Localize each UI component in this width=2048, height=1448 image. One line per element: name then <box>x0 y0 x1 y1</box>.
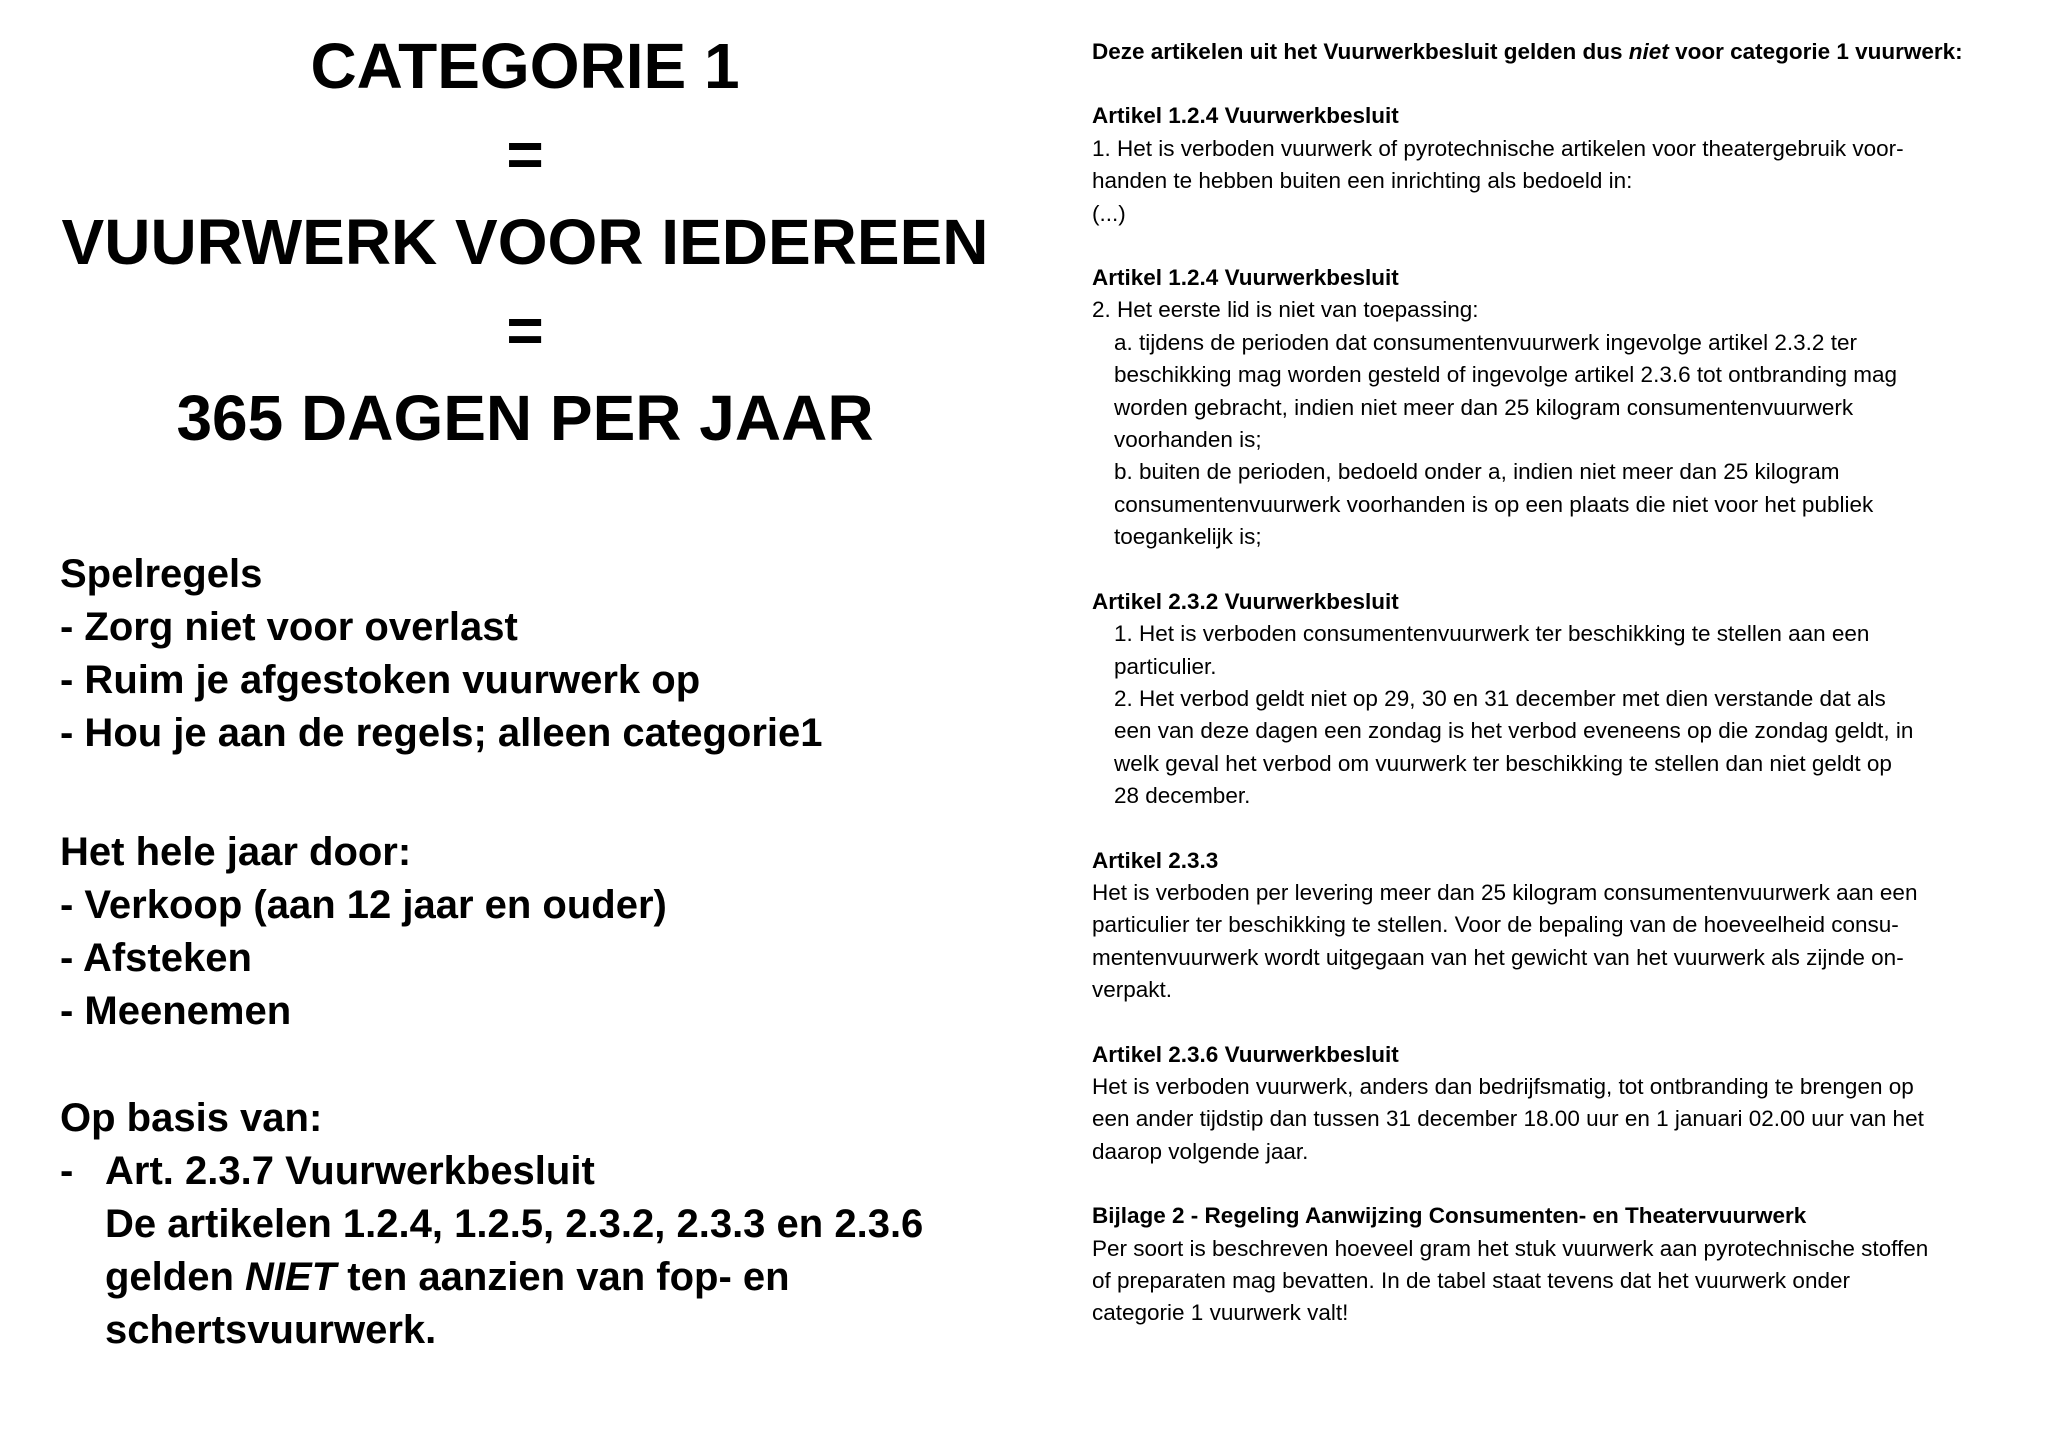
article-section <box>1092 1039 2012 1169</box>
article-title: Artikel 1.2.4 Vuurwerkbesluit <box>1092 265 1399 291</box>
article-line: 28 december. <box>1114 783 1251 809</box>
article-section <box>1092 100 2012 230</box>
basis-text: gelden <box>105 1255 246 1299</box>
article-line: consumentenvuurwerk voorhanden is op een plaats die niet voor het publiek <box>1114 491 1874 517</box>
intro-emphasis: niet <box>1628 39 1669 64</box>
headline-line: = <box>506 294 544 366</box>
basis-emphasis: NIET <box>245 1255 337 1299</box>
article-title: Artikel 1.2.4 Vuurwerkbesluit <box>1092 103 1399 129</box>
spelregels-title: Spelregels <box>60 552 263 596</box>
intro-text: voor categorie 1 vuurwerk: <box>1668 39 1963 64</box>
intro-line <box>1092 36 2012 68</box>
article-line: 2. Het eerste lid is niet van toepassing: <box>1092 297 1479 323</box>
page-headline <box>60 22 990 462</box>
article-line: mentenvuurwerk wordt uitgegaan van het gewicht van het vuurwerk als zijnde on- <box>1092 944 1904 970</box>
jaar-title: Het hele jaar door: <box>60 830 412 874</box>
article-line: b. buiten de perioden, bedoeld onder a, indien niet meer dan 25 kilogram <box>1114 459 1840 485</box>
article-section <box>1092 586 2012 813</box>
article-title: Artikel 2.3.3 <box>1092 847 1219 873</box>
article-line: daarop volgende jaar. <box>1092 1138 1309 1164</box>
article-line: categorie 1 vuurwerk valt! <box>1092 1300 1349 1326</box>
list-item: - Afsteken <box>60 936 252 980</box>
article-line: beschikking mag worden gesteld of ingevolge artikel 2.3.6 tot ontbranding mag <box>1114 362 1897 388</box>
article-title: Bijlage 2 - Regeling Aanwijzing Consumenten- en Theatervuurwerk <box>1092 1203 1807 1229</box>
article-line: particulier ter beschikking te stellen. Voor de bepaling van de hoeveelheid consu- <box>1092 912 1899 938</box>
basis-line: Art. 2.3.7 Vuurwerkbesluit <box>105 1149 595 1193</box>
article-line: toegankelijk is; <box>1114 524 1262 550</box>
spelregels-block <box>60 548 823 760</box>
article-line: a. tijdens de perioden dat consumentenvuurwerk ingevolge artikel 2.3.2 ter <box>1114 329 1857 355</box>
headline-line: VUURWERK VOOR IEDEREEN <box>61 206 989 278</box>
basis-line <box>105 1251 923 1304</box>
article-line: (...) <box>1092 200 1126 226</box>
basis-block <box>60 1092 923 1357</box>
article-line: een van deze dagen een zondag is het verbod eveneens op die zondag geldt, in <box>1114 718 1914 744</box>
article-line: 1. Het is verboden vuurwerk of pyrotechnische artikelen voor theatergebruik voor- <box>1092 135 1904 161</box>
article-section <box>1092 1200 2012 1330</box>
article-line: worden gebracht, indien niet meer dan 25 kilogram consumentenvuurwerk <box>1114 394 1854 420</box>
list-item: - Verkoop (aan 12 jaar en ouder) <box>60 883 667 927</box>
article-section <box>1092 262 2012 554</box>
article-title: Artikel 2.3.6 Vuurwerkbesluit <box>1092 1041 1399 1067</box>
intro-text: Deze artikelen uit het Vuurwerkbesluit gelden dus <box>1092 39 1629 64</box>
article-line: Het is verboden per levering meer dan 25 kilogram consumentenvuurwerk aan een <box>1092 879 1918 905</box>
article-title: Artikel 2.3.2 Vuurwerkbesluit <box>1092 588 1399 614</box>
list-item: - Meenemen <box>60 989 292 1033</box>
article-line: handen te hebben buiten een inrichting als bedoeld in: <box>1092 168 1633 194</box>
headline-line: CATEGORIE 1 <box>310 30 740 102</box>
dash: - <box>60 1149 74 1193</box>
list-item: - Hou je aan de regels; alleen categorie1 <box>60 711 823 755</box>
article-line: verpakt. <box>1092 977 1173 1003</box>
article-section <box>1092 845 2012 1007</box>
headline-line: 365 DAGEN PER JAAR <box>176 382 874 454</box>
basis-item <box>60 1145 923 1357</box>
article-line: voorhanden is; <box>1114 427 1262 453</box>
article-line: 1. Het is verboden consumentenvuurwerk ter beschikking te stellen aan een <box>1114 621 1870 647</box>
list-item: - Zorg niet voor overlast <box>60 605 518 649</box>
article-line: 2. Het verbod geldt niet op 29, 30 en 31 december met dien verstande dat als <box>1114 685 1886 711</box>
article-line: of preparaten mag bevatten. In de tabel staat tevens dat het vuurwerk onder <box>1092 1268 1850 1293</box>
basis-text: ten aanzien van fop- en <box>336 1255 790 1299</box>
jaar-block <box>60 826 667 1038</box>
article-line: een ander tijdstip dan tussen 31 december 18.00 uur en 1 januari 02.00 uur van het <box>1092 1106 1924 1132</box>
headline-line: = <box>506 118 544 190</box>
article-line: welk geval het verbod om vuurwerk ter beschikking te stellen dan niet geldt op <box>1114 750 1892 776</box>
basis-title: Op basis van: <box>60 1096 323 1140</box>
left-column <box>60 0 990 462</box>
article-line: Het is verboden vuurwerk, anders dan bedrijfsmatig, tot ontbranding te brengen op <box>1092 1073 1914 1099</box>
article-line: particulier. <box>1114 653 1217 679</box>
basis-line: schertsvuurwerk. <box>105 1308 437 1352</box>
list-item: - Ruim je afgestoken vuurwerk op <box>60 658 701 702</box>
basis-line: De artikelen 1.2.4, 1.2.5, 2.3.2, 2.3.3 en 2.3.6 <box>105 1202 924 1246</box>
right-column <box>1092 36 2012 1330</box>
article-line: Per soort is beschreven hoeveel gram het stuk vuurwerk aan pyrotechnische stoffen <box>1092 1235 1929 1261</box>
